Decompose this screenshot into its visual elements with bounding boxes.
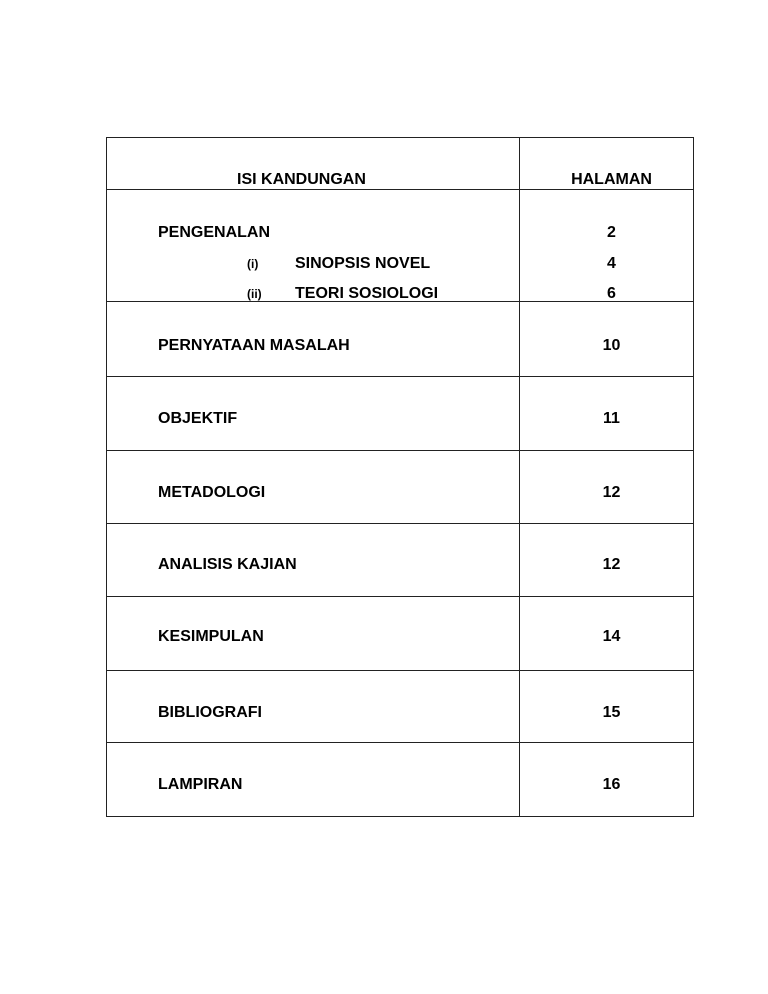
toc-row: [107, 451, 693, 524]
entry-title: PENGENALAN: [158, 224, 271, 241]
entry-page: 14: [602, 628, 621, 645]
sub-entry-title: SINOPSIS NOVEL: [295, 255, 431, 272]
toc-row: [107, 743, 693, 816]
page-heading: HALAMAN: [571, 171, 652, 188]
entry-page: 11: [603, 410, 620, 427]
sub-numeral: (i): [247, 257, 259, 271]
entry-title: METADOLOGI: [158, 484, 266, 501]
toc-row: [107, 377, 693, 451]
entry-page: 2: [607, 224, 616, 241]
toc-row: [107, 597, 693, 671]
toc-row: [107, 524, 693, 597]
toc-header-row: [107, 138, 693, 190]
entry-page: 15: [602, 704, 621, 721]
entry-title: KESIMPULAN: [158, 628, 264, 645]
toc-row: [107, 302, 693, 377]
sub-entry-page: 6: [607, 285, 616, 302]
entry-title: BIBLIOGRAFI: [158, 704, 262, 721]
toc-row-intro: [107, 190, 693, 302]
entry-title: PERNYATAAN MASALAH: [158, 337, 350, 354]
entry-page: 16: [602, 776, 621, 793]
sub-numeral: (ii): [247, 287, 262, 301]
table-of-contents: [106, 137, 694, 817]
sub-entry-title: TEORI SOSIOLOGI: [295, 285, 439, 302]
entry-title: OBJEKTIF: [158, 410, 238, 427]
entry-title: LAMPIRAN: [158, 776, 243, 793]
toc-row: [107, 671, 693, 743]
contents-heading: ISI KANDUNGAN: [237, 171, 366, 188]
entry-page: 10: [602, 337, 621, 354]
entry-page: 12: [602, 556, 621, 573]
sub-entry-page: 4: [607, 255, 616, 272]
entry-title: ANALISIS KAJIAN: [158, 556, 297, 573]
entry-page: 12: [602, 484, 621, 501]
